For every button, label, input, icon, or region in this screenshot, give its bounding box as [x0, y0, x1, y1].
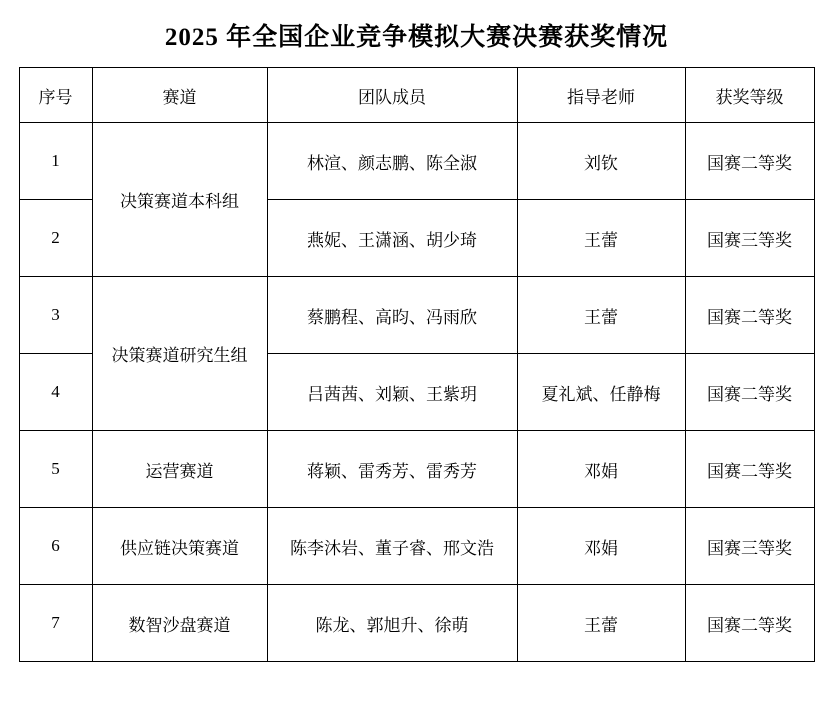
cell-award-level: 国赛二等奖 — [685, 431, 814, 508]
cell-award-level: 国赛二等奖 — [685, 123, 814, 200]
cell-mentor: 王蕾 — [517, 277, 685, 354]
column-header-track: 赛道 — [92, 68, 267, 123]
page-title: 2025 年全国企业竞争模拟大赛决赛获奖情况 — [164, 24, 669, 51]
cell-track: 供应链决策赛道 — [92, 508, 267, 585]
cell-index: 2 — [19, 200, 92, 277]
cell-team-members: 吕茜茜、刘颖、王紫玥 — [267, 354, 517, 431]
cell-team-members: 蒋颖、雷秀芳、雷秀芳 — [267, 431, 517, 508]
cell-award-level: 国赛三等奖 — [685, 200, 814, 277]
cell-award-level: 国赛三等奖 — [685, 508, 814, 585]
column-header-team: 团队成员 — [267, 68, 517, 123]
table-header-row — [19, 68, 814, 123]
cell-team-members: 陈李沐岩、董子睿、邢文浩 — [267, 508, 517, 585]
cell-award-level: 国赛二等奖 — [685, 585, 814, 662]
cell-award-level: 国赛二等奖 — [685, 277, 814, 354]
table-row — [19, 277, 814, 354]
column-header-mentor: 指导老师 — [517, 68, 685, 123]
cell-track: 运营赛道 — [92, 431, 267, 508]
cell-team-members: 林渲、颜志鹏、陈全淑 — [267, 123, 517, 200]
cell-mentor: 夏礼斌、任静梅 — [517, 354, 685, 431]
cell-mentor: 邓娟 — [517, 431, 685, 508]
table-row — [19, 431, 814, 508]
cell-mentor: 刘钦 — [517, 123, 685, 200]
table-row — [19, 123, 814, 200]
cell-mentor: 王蕾 — [517, 585, 685, 662]
table-row — [19, 585, 814, 662]
cell-mentor: 王蕾 — [517, 200, 685, 277]
award-table — [19, 67, 815, 662]
cell-track: 决策赛道研究生组 — [92, 277, 267, 431]
cell-track: 决策赛道本科组 — [92, 123, 267, 277]
column-header-award: 获奖等级 — [685, 68, 814, 123]
cell-team-members: 燕妮、王潇涵、胡少琦 — [267, 200, 517, 277]
cell-track: 数智沙盘赛道 — [92, 585, 267, 662]
table-row — [19, 508, 814, 585]
cell-team-members: 蔡鹏程、高昀、冯雨欣 — [267, 277, 517, 354]
document-page — [0, 17, 833, 718]
cell-index: 5 — [19, 431, 92, 508]
cell-index: 4 — [19, 354, 92, 431]
cell-index: 7 — [19, 585, 92, 662]
cell-mentor: 邓娟 — [517, 508, 685, 585]
table-header — [19, 68, 814, 123]
cell-index: 3 — [19, 277, 92, 354]
cell-team-members: 陈龙、郭旭升、徐萌 — [267, 585, 517, 662]
column-header-index: 序号 — [19, 68, 92, 123]
cell-index: 1 — [19, 123, 92, 200]
cell-award-level: 国赛二等奖 — [685, 354, 814, 431]
table-body — [19, 123, 814, 662]
cell-index: 6 — [19, 508, 92, 585]
